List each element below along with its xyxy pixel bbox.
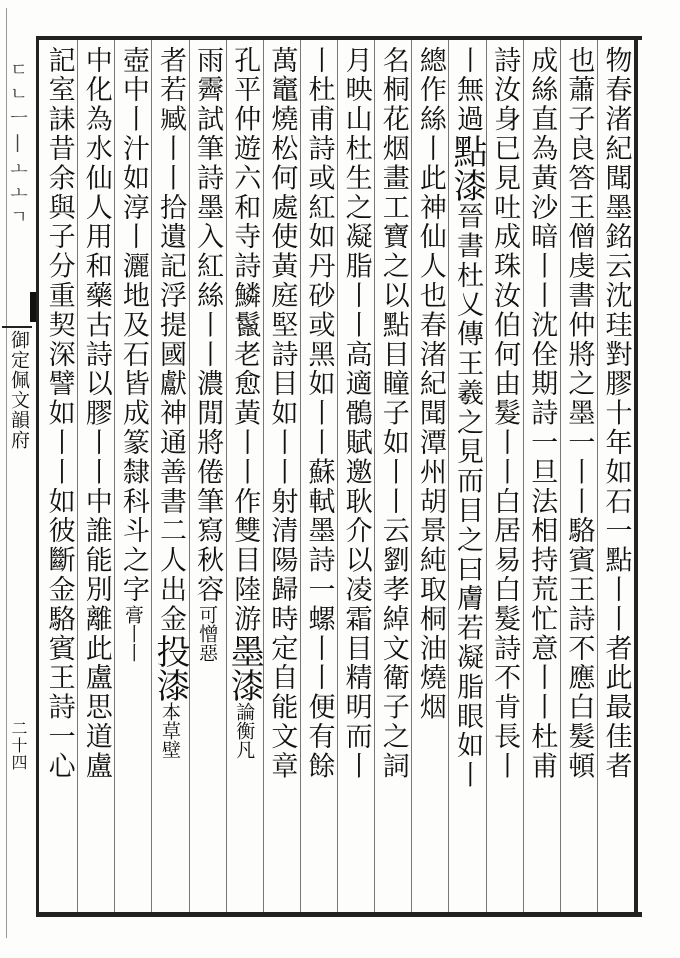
text-column [375, 46, 411, 781]
column-text: 中化為水仙人用和藥古詩以膠丨丨中誰能別離此盧思道盧 [80, 46, 112, 781]
text-column [446, 46, 487, 791]
text-column [523, 46, 559, 781]
annotation-text: 本草壁 [158, 702, 181, 759]
annotation-text: 論衡凡 [233, 702, 256, 759]
frame-bottom-border [36, 912, 642, 917]
column-text: 孔平仲遊六和寺詩鱗鬣老愈黃丨丨作雙目陸游 [229, 46, 261, 634]
book-title: 御定佩文韻府 [2, 326, 32, 450]
column-text: 萬竈燒松何處使黃庭堅詩目如丨丨射清陽歸時定自能文章 [266, 46, 298, 781]
text-column [486, 46, 522, 781]
frame-top-border [36, 36, 642, 40]
text-column [412, 46, 448, 722]
text-column [263, 46, 299, 781]
headword: 點漆 [446, 134, 487, 203]
text-column [189, 46, 225, 662]
column-text: 成絲直為黃沙暗丨丨沈佺期詩一旦法相持荒忙意丨丨杜甫 [526, 46, 558, 781]
text-column [115, 46, 151, 662]
column-text: 總作絲 [414, 46, 446, 135]
column-text: 丨無過 [451, 46, 483, 135]
frame-left-border [36, 36, 39, 916]
column-text: 丨杜甫詩或紅如丹砂或黑如丨丨蘇軾墨詩一螺丨丨便有餘 [303, 46, 335, 781]
text-column [78, 46, 114, 781]
column-text: 壺中丨汁如淳丨灑地及石皆成篆隸科斗之字 [117, 46, 149, 605]
fore-edge-text: ㄷㄴㅡ|ㅗㅗㄱ [7, 60, 28, 231]
text-column [560, 46, 596, 781]
text-column [597, 46, 633, 781]
column-text: 詩汝身已見吐成珠汝伯何由髮丨丨白居易白髮詩不肯長丨 [489, 46, 521, 781]
text-column [338, 46, 374, 781]
text-column [41, 46, 77, 781]
page-number: 二十四 [9, 720, 28, 771]
column-text: 名桐花烟畫工寶之以點目瞳子如丨丨云劉孝綽文衛子之詞 [377, 46, 409, 781]
column-text: 月映山杜生之凝脂丨丨高適鶻賦邀耿介以凌霜目精明而丨 [340, 46, 372, 781]
text-column [300, 46, 336, 781]
column-text: 者若臧丨丨拾遺記浮提國獻神通善書二人出金 [154, 46, 186, 634]
text-column [224, 46, 265, 759]
headword: 投漆 [149, 634, 190, 702]
column-text: 也蕭子良答王僧虔書仲將之墨一丨丨駱賓王詩不應白髮頓 [563, 46, 595, 781]
column-text: 雨霽試筆詩墨入紅絲丨丨濃閒將倦筆寫秋容 [192, 46, 224, 605]
headword: 墨漆 [224, 634, 265, 702]
column-text: 物春渚紀聞墨銘云沈珪對膠十年如石一點丨丨者此最佳者 [600, 46, 632, 781]
column-text: 記室誄昔余與子分重契深譬如丨丨如彼斷金駱賓王詩一心 [43, 46, 75, 781]
annotation-text: 可憎惡 [196, 604, 219, 662]
column-text: 丨此神仙人也春渚紀聞潭州胡景純取桐油燒烟 [414, 134, 446, 723]
text-column [149, 46, 190, 759]
column-text: 晉書杜乂傳王羲之見而目之曰膚若凝脂眼如丨 [451, 202, 483, 791]
frame-right-border [634, 36, 638, 916]
annotation-text: 膏丨丨 [121, 604, 144, 662]
